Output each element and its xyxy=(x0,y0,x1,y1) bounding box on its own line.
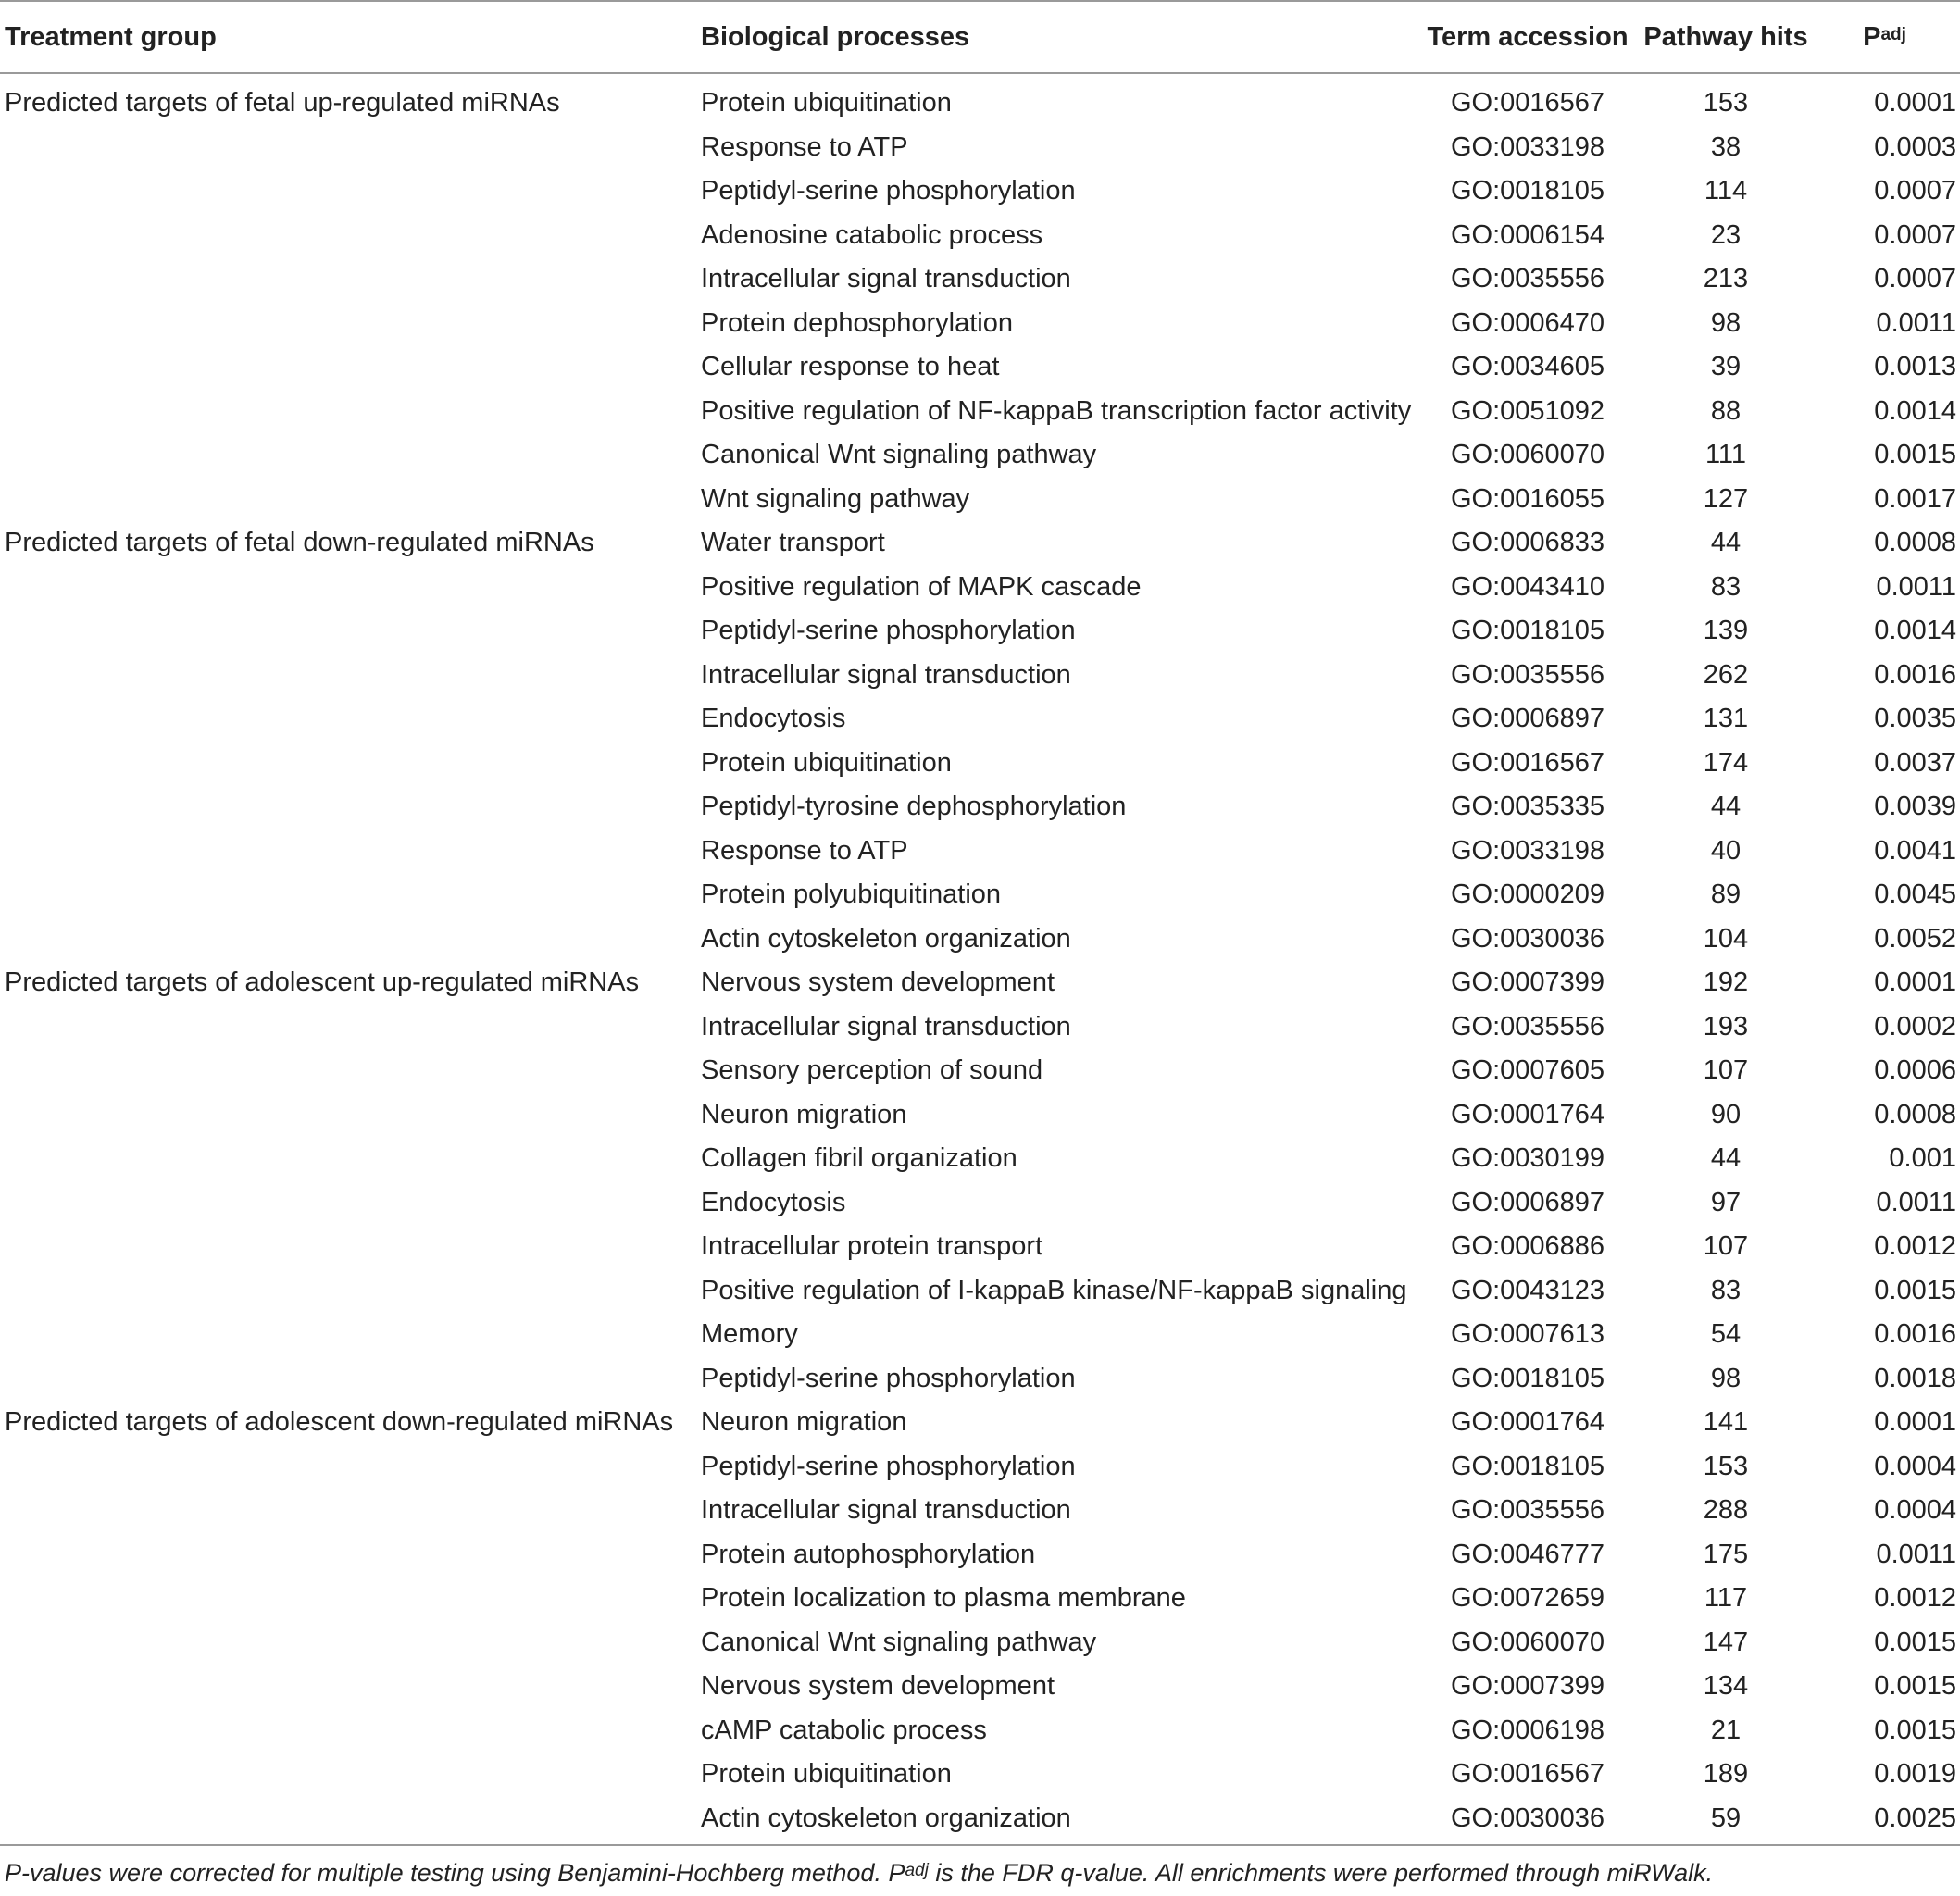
cell-biological-process: Neuron migration xyxy=(701,1407,907,1438)
table-row xyxy=(0,961,1960,1005)
table-row xyxy=(0,1269,1960,1314)
table-row xyxy=(0,1225,1960,1269)
table-row xyxy=(0,214,1960,258)
cell-term-accession: GO:0035556 xyxy=(1450,659,1605,690)
cell-biological-process: Canonical Wnt signaling pathway xyxy=(701,1627,1097,1657)
cell-treatment-group xyxy=(0,1049,696,1093)
cell-biological-process: Protein ubiquitination xyxy=(701,747,952,778)
cell-pathway-hits: 213 xyxy=(1703,264,1749,294)
table-row xyxy=(0,1137,1960,1181)
cell-padj: 0.0004 xyxy=(1874,1495,1956,1526)
table-row xyxy=(0,1753,1960,1797)
cell-padj: 0.0012 xyxy=(1874,1583,1956,1614)
cell-term-accession: GO:0001764 xyxy=(1450,1407,1605,1438)
cell-padj: 0.0007 xyxy=(1874,264,1956,294)
table-row xyxy=(0,566,1960,610)
cell-treatment-group xyxy=(0,830,696,874)
cell-term-accession: GO:0043410 xyxy=(1450,571,1605,602)
cell-treatment-group xyxy=(0,1137,696,1181)
cell-biological-process: Protein polyubiquitination xyxy=(701,879,1002,910)
table-row xyxy=(0,390,1960,434)
cell-treatment-group: Predicted targets of fetal up-regulated miRNAs xyxy=(5,88,560,118)
cell-biological-process: Positive regulation of I-kappaB kinase/NF-kappaB signaling xyxy=(701,1275,1407,1305)
header-row xyxy=(0,1,1960,73)
cell-treatment-group xyxy=(0,302,696,346)
cell-pathway-hits: 139 xyxy=(1703,616,1749,646)
cell-term-accession: GO:0016055 xyxy=(1450,483,1605,514)
cell-pathway-hits: 21 xyxy=(1710,1715,1742,1745)
footnote-text-1: P-values were corrected for multiple testing using Benjamini-Hochberg method. P xyxy=(5,1859,905,1887)
cell-pathway-hits: 114 xyxy=(1704,176,1748,206)
cell-padj: 0.0045 xyxy=(1874,879,1956,910)
cell-term-accession: GO:0018105 xyxy=(1450,1451,1605,1481)
table-row xyxy=(0,302,1960,346)
cell-treatment-group xyxy=(0,1313,696,1357)
cell-treatment-group xyxy=(0,478,696,522)
cell-treatment-group xyxy=(0,345,696,390)
cell-pathway-hits: 288 xyxy=(1703,1495,1749,1526)
cell-biological-process: Nervous system development xyxy=(701,967,1055,998)
cell-term-accession: GO:0006470 xyxy=(1450,307,1605,338)
cell-pathway-hits: 83 xyxy=(1710,1275,1742,1305)
cell-treatment-group xyxy=(0,1533,696,1578)
cell-term-accession: GO:0018105 xyxy=(1450,176,1605,206)
cell-biological-process: Intracellular signal transduction xyxy=(701,264,1071,294)
table-row xyxy=(0,478,1960,522)
footnote-text-2: is the FDR q-value. All enrichments were performed through miRWalk. xyxy=(928,1859,1714,1887)
cell-padj: 0.0017 xyxy=(1874,483,1956,514)
cell-term-accession: GO:0030199 xyxy=(1450,1143,1605,1174)
cell-padj: 0.0037 xyxy=(1874,747,1956,778)
table-row xyxy=(0,521,1960,566)
cell-treatment-group xyxy=(0,785,696,830)
cell-treatment-group xyxy=(0,390,696,434)
cell-biological-process: Canonical Wnt signaling pathway xyxy=(701,440,1097,470)
cell-term-accession: GO:0035556 xyxy=(1450,1011,1605,1042)
cell-pathway-hits: 89 xyxy=(1710,879,1742,910)
cell-term-accession: GO:0072659 xyxy=(1450,1583,1605,1614)
table-row xyxy=(0,1621,1960,1665)
table-row xyxy=(0,742,1960,786)
cell-treatment-group xyxy=(0,1797,696,1841)
cell-term-accession: GO:0030036 xyxy=(1450,1802,1605,1833)
cell-pathway-hits: 131 xyxy=(1703,704,1749,734)
cell-padj: 0.0039 xyxy=(1874,792,1956,822)
table-row xyxy=(0,73,1960,126)
cell-term-accession: GO:0030036 xyxy=(1450,923,1605,954)
cell-pathway-hits: 262 xyxy=(1703,659,1749,690)
cell-biological-process: Response to ATP xyxy=(701,131,908,162)
cell-treatment-group xyxy=(0,214,696,258)
table-row xyxy=(0,1357,1960,1402)
cell-term-accession: GO:0035556 xyxy=(1450,264,1605,294)
cell-treatment-group xyxy=(0,654,696,698)
cell-term-accession: GO:0000209 xyxy=(1450,879,1605,910)
table-row xyxy=(0,433,1960,478)
cell-pathway-hits: 147 xyxy=(1703,1627,1749,1657)
cell-padj: 0.0019 xyxy=(1874,1759,1956,1790)
cell-term-accession: GO:0034605 xyxy=(1450,352,1605,382)
table-row xyxy=(0,1533,1960,1578)
cell-biological-process: Nervous system development xyxy=(701,1671,1055,1702)
cell-pathway-hits: 23 xyxy=(1710,219,1742,250)
cell-padj: 0.0015 xyxy=(1874,1715,1956,1745)
cell-biological-process: Peptidyl-serine phosphorylation xyxy=(701,1451,1076,1481)
cell-padj: 0.0016 xyxy=(1874,1319,1956,1350)
cell-term-accession: GO:0006897 xyxy=(1450,1187,1605,1217)
cell-term-accession: GO:0018105 xyxy=(1450,616,1605,646)
table-row xyxy=(0,1445,1960,1490)
cell-biological-process: Adenosine catabolic process xyxy=(701,219,1043,250)
table-row xyxy=(0,697,1960,742)
cell-biological-process: Intracellular signal transduction xyxy=(701,1011,1071,1042)
cell-term-accession: GO:0007399 xyxy=(1450,1671,1605,1702)
cell-biological-process: Peptidyl-tyrosine dephosphorylation xyxy=(701,792,1127,822)
cell-padj: 0.0011 xyxy=(1876,307,1956,338)
cell-treatment-group xyxy=(0,169,696,214)
footnote-sup: adj xyxy=(905,1861,929,1880)
cell-term-accession: GO:0007613 xyxy=(1450,1319,1605,1350)
cell-padj: 0.0052 xyxy=(1874,923,1956,954)
cell-treatment-group xyxy=(0,433,696,478)
cell-padj: 0.0011 xyxy=(1876,571,1956,602)
table-row xyxy=(0,1181,1960,1226)
cell-padj: 0.0006 xyxy=(1874,1055,1956,1086)
cell-pathway-hits: 40 xyxy=(1710,835,1742,866)
header-pathway-hits: Pathway hits xyxy=(1642,1,1809,73)
cell-treatment-group xyxy=(0,1005,696,1050)
cell-term-accession: GO:0033198 xyxy=(1450,835,1605,866)
cell-biological-process: Peptidyl-serine phosphorylation xyxy=(701,616,1076,646)
cell-pathway-hits: 54 xyxy=(1710,1319,1742,1350)
cell-pathway-hits: 44 xyxy=(1710,792,1742,822)
cell-treatment-group: Predicted targets of fetal down-regulated miRNAs xyxy=(5,528,594,558)
cell-padj: 0.0008 xyxy=(1874,528,1956,558)
cell-pathway-hits: 134 xyxy=(1703,1671,1749,1702)
cell-term-accession: GO:0006833 xyxy=(1450,528,1605,558)
table-row xyxy=(0,654,1960,698)
cell-pathway-hits: 189 xyxy=(1703,1759,1749,1790)
cell-padj: 0.0025 xyxy=(1874,1802,1956,1833)
cell-pathway-hits: 175 xyxy=(1703,1539,1749,1569)
cell-pathway-hits: 127 xyxy=(1703,483,1749,514)
cell-term-accession: GO:0006897 xyxy=(1450,704,1605,734)
cell-term-accession: GO:0035335 xyxy=(1450,792,1605,822)
cell-treatment-group xyxy=(0,1445,696,1490)
cell-term-accession: GO:0046777 xyxy=(1450,1539,1605,1569)
cell-term-accession: GO:0060070 xyxy=(1450,1627,1605,1657)
cell-padj: 0.0007 xyxy=(1874,176,1956,206)
cell-biological-process: Response to ATP xyxy=(701,835,908,866)
header-padj-base: P xyxy=(1863,21,1881,52)
cell-padj: 0.0035 xyxy=(1874,704,1956,734)
table-row xyxy=(0,1313,1960,1357)
cell-treatment-group xyxy=(0,1225,696,1269)
cell-treatment-group: Predicted targets of adolescent up-regulated miRNAs xyxy=(5,967,640,998)
table-row xyxy=(0,126,1960,170)
cell-biological-process: Neuron migration xyxy=(701,1099,907,1129)
cell-pathway-hits: 98 xyxy=(1710,307,1742,338)
cell-term-accession: GO:0007605 xyxy=(1450,1055,1605,1086)
cell-padj: 0.0018 xyxy=(1874,1363,1956,1393)
table-row xyxy=(0,873,1960,917)
cell-biological-process: Protein autophosphorylation xyxy=(701,1539,1036,1569)
table-row xyxy=(0,1665,1960,1709)
table-row xyxy=(0,1049,1960,1093)
cell-pathway-hits: 117 xyxy=(1704,1583,1748,1614)
cell-padj: 0.0011 xyxy=(1876,1187,1956,1217)
cell-term-accession: GO:0035556 xyxy=(1450,1495,1605,1526)
cell-padj: 0.0013 xyxy=(1874,352,1956,382)
cell-treatment-group xyxy=(0,1181,696,1226)
cell-treatment-group xyxy=(0,609,696,654)
cell-pathway-hits: 39 xyxy=(1710,352,1742,382)
cell-padj: 0.0007 xyxy=(1874,219,1956,250)
cell-padj: 0.0001 xyxy=(1874,88,1956,118)
table-row xyxy=(0,257,1960,302)
cell-pathway-hits: 153 xyxy=(1703,88,1749,118)
cell-treatment-group xyxy=(0,1709,696,1753)
cell-pathway-hits: 44 xyxy=(1710,1143,1742,1174)
cell-biological-process: cAMP catabolic process xyxy=(701,1715,987,1745)
cell-treatment-group xyxy=(0,1093,696,1138)
table-row xyxy=(0,1709,1960,1753)
cell-padj: 0.0015 xyxy=(1874,1275,1956,1305)
cell-term-accession: GO:0006154 xyxy=(1450,219,1605,250)
header-padj xyxy=(1809,1,1960,73)
cell-treatment-group xyxy=(0,1577,696,1621)
table-row xyxy=(0,1577,1960,1621)
table-row xyxy=(0,609,1960,654)
cell-pathway-hits: 174 xyxy=(1703,747,1749,778)
cell-term-accession: GO:0060070 xyxy=(1450,440,1605,470)
cell-term-accession: GO:0016567 xyxy=(1450,1759,1605,1790)
cell-term-accession: GO:0033198 xyxy=(1450,131,1605,162)
cell-padj: 0.0015 xyxy=(1874,1627,1956,1657)
cell-pathway-hits: 141 xyxy=(1703,1407,1749,1438)
cell-padj: 0.001 xyxy=(1889,1143,1956,1174)
cell-treatment-group xyxy=(0,1357,696,1402)
cell-biological-process: Endocytosis xyxy=(701,1187,846,1217)
header-term-accession: Term accession xyxy=(1413,1,1642,73)
cell-padj: 0.0002 xyxy=(1874,1011,1956,1042)
header-biological-processes: Biological processes xyxy=(696,1,1413,73)
cell-treatment-group xyxy=(0,1269,696,1314)
cell-biological-process: Protein ubiquitination xyxy=(701,1759,952,1790)
cell-treatment-group xyxy=(0,917,696,962)
table-row xyxy=(0,1005,1960,1050)
cell-padj: 0.0012 xyxy=(1874,1231,1956,1262)
cell-term-accession: GO:0006198 xyxy=(1450,1715,1605,1745)
cell-term-accession: GO:0016567 xyxy=(1450,88,1605,118)
cell-padj: 0.0016 xyxy=(1874,659,1956,690)
cell-pathway-hits: 59 xyxy=(1710,1802,1742,1833)
cell-padj: 0.0015 xyxy=(1874,440,1956,470)
cell-treatment-group xyxy=(0,566,696,610)
cell-pathway-hits: 88 xyxy=(1710,395,1742,426)
cell-biological-process: Protein ubiquitination xyxy=(701,88,952,118)
cell-biological-process: Intracellular protein transport xyxy=(701,1231,1043,1262)
cell-treatment-group xyxy=(0,126,696,170)
cell-biological-process: Wnt signaling pathway xyxy=(701,483,970,514)
cell-term-accession: GO:0018105 xyxy=(1450,1363,1605,1393)
cell-term-accession: GO:0006886 xyxy=(1450,1231,1605,1262)
table-row xyxy=(0,1489,1960,1533)
cell-pathway-hits: 98 xyxy=(1710,1363,1742,1393)
cell-treatment-group xyxy=(0,873,696,917)
cell-treatment-group xyxy=(0,1489,696,1533)
cell-treatment-group xyxy=(0,1753,696,1797)
cell-pathway-hits: 104 xyxy=(1703,923,1749,954)
table-body xyxy=(0,73,1960,1840)
cell-biological-process: Memory xyxy=(701,1319,798,1350)
header-padj-sup: adj xyxy=(1880,24,1906,44)
cell-padj: 0.0004 xyxy=(1874,1451,1956,1481)
cell-padj: 0.0011 xyxy=(1876,1539,1956,1569)
cell-padj: 0.0003 xyxy=(1874,131,1956,162)
cell-biological-process: Cellular response to heat xyxy=(701,352,1000,382)
cell-term-accession: GO:0001764 xyxy=(1450,1099,1605,1129)
cell-treatment-group xyxy=(0,1665,696,1709)
cell-biological-process: Positive regulation of MAPK cascade xyxy=(701,571,1142,602)
table-row xyxy=(0,785,1960,830)
cell-treatment-group xyxy=(0,697,696,742)
table-row xyxy=(0,917,1960,962)
cell-padj: 0.0015 xyxy=(1874,1671,1956,1702)
cell-biological-process: Intracellular signal transduction xyxy=(701,659,1071,690)
cell-biological-process: Positive regulation of NF-kappaB transcription factor activity xyxy=(701,395,1412,426)
cell-pathway-hits: 107 xyxy=(1703,1055,1749,1086)
cell-biological-process: Peptidyl-serine phosphorylation xyxy=(701,1363,1076,1393)
cell-padj: 0.0008 xyxy=(1874,1099,1956,1129)
cell-pathway-hits: 90 xyxy=(1710,1099,1742,1129)
cell-pathway-hits: 107 xyxy=(1703,1231,1749,1262)
cell-pathway-hits: 83 xyxy=(1710,571,1742,602)
table-row xyxy=(0,1797,1960,1841)
cell-treatment-group xyxy=(0,1621,696,1665)
cell-pathway-hits: 44 xyxy=(1710,528,1742,558)
cell-term-accession: GO:0016567 xyxy=(1450,747,1605,778)
cell-pathway-hits: 193 xyxy=(1703,1011,1749,1042)
cell-biological-process: Intracellular signal transduction xyxy=(701,1495,1071,1526)
cell-pathway-hits: 153 xyxy=(1703,1451,1749,1481)
cell-term-accession: GO:0043123 xyxy=(1450,1275,1605,1305)
cell-biological-process: Water transport xyxy=(701,528,885,558)
cell-biological-process: Endocytosis xyxy=(701,704,846,734)
cell-padj: 0.0041 xyxy=(1874,835,1956,866)
cell-padj: 0.0001 xyxy=(1874,1407,1956,1438)
cell-term-accession: GO:0007399 xyxy=(1450,967,1605,998)
table-footnote xyxy=(0,1844,1960,1896)
table-header xyxy=(0,1,1960,73)
cell-pathway-hits: 97 xyxy=(1710,1187,1742,1217)
cell-padj: 0.0001 xyxy=(1874,967,1956,998)
table-row xyxy=(0,830,1960,874)
cell-padj: 0.0014 xyxy=(1874,616,1956,646)
cell-biological-process: Collagen fibril organization xyxy=(701,1143,1017,1174)
table-row xyxy=(0,345,1960,390)
cell-treatment-group: Predicted targets of adolescent down-regulated miRNAs xyxy=(5,1407,674,1438)
cell-pathway-hits: 38 xyxy=(1710,131,1742,162)
cell-pathway-hits: 111 xyxy=(1704,440,1747,470)
cell-biological-process: Actin cytoskeleton organization xyxy=(701,1802,1071,1833)
table-row xyxy=(0,1401,1960,1445)
cell-padj: 0.0014 xyxy=(1874,395,1956,426)
table-row xyxy=(0,169,1960,214)
cell-biological-process: Peptidyl-serine phosphorylation xyxy=(701,176,1076,206)
cell-treatment-group xyxy=(0,742,696,786)
cell-biological-process: Actin cytoskeleton organization xyxy=(701,923,1071,954)
cell-term-accession: GO:0051092 xyxy=(1450,395,1605,426)
header-treatment-group: Treatment group xyxy=(0,1,696,73)
cell-pathway-hits: 192 xyxy=(1703,967,1749,998)
cell-treatment-group xyxy=(0,257,696,302)
table-row xyxy=(0,1093,1960,1138)
cell-biological-process: Protein localization to plasma membrane xyxy=(701,1583,1186,1614)
cell-biological-process: Sensory perception of sound xyxy=(701,1055,1043,1086)
cell-biological-process: Protein dephosphorylation xyxy=(701,307,1013,338)
